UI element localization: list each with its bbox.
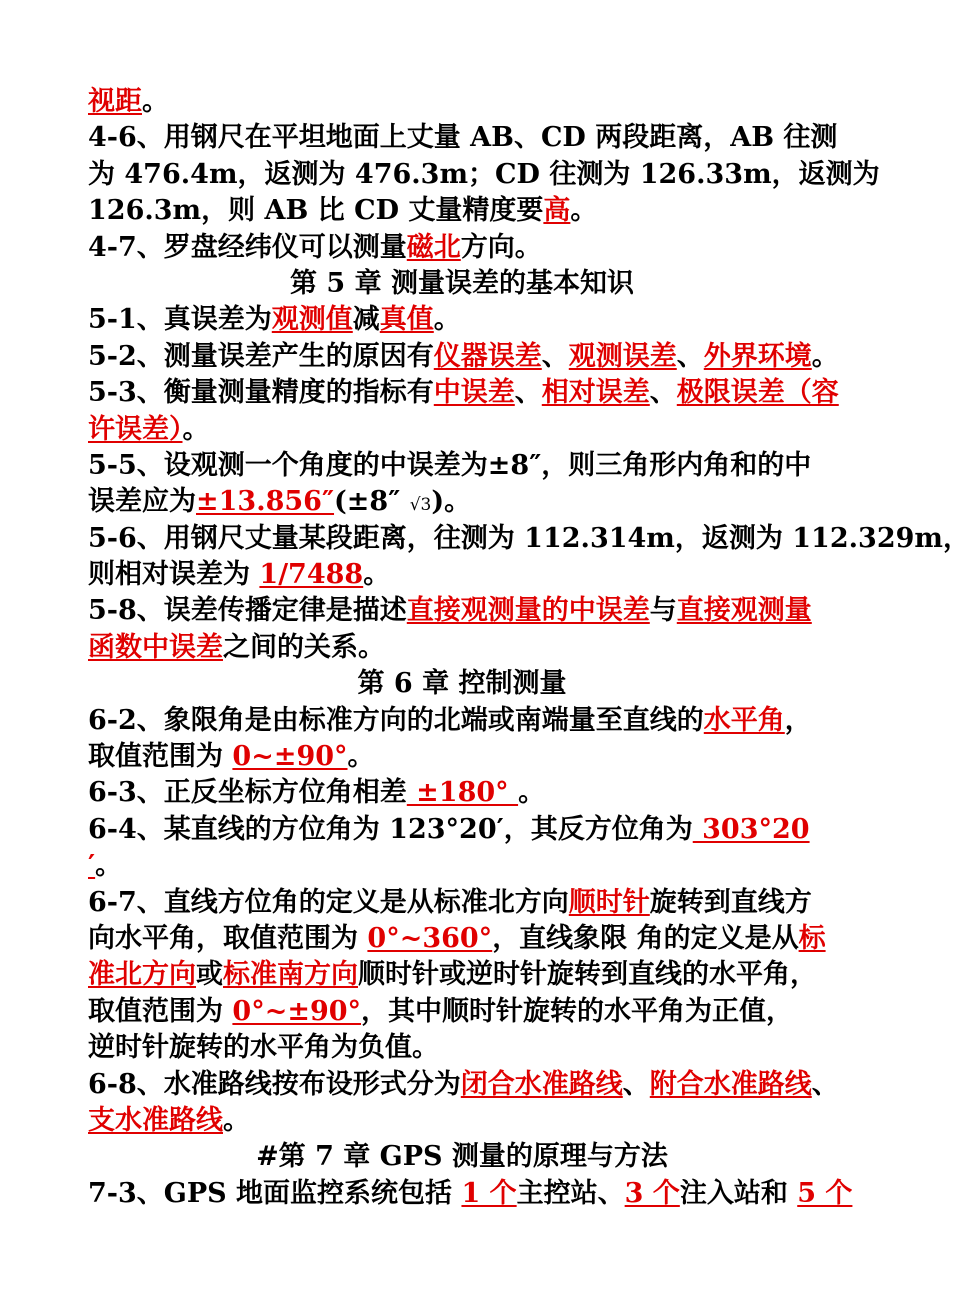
text-segment: 。 (142, 86, 169, 117)
text-line (88, 302, 836, 338)
text-segment: 5-8、误差传播定律是描述 (88, 595, 407, 627)
sqrt-symbol: √3 (409, 495, 432, 516)
answer-fill: 附合水准路线 (649, 1068, 812, 1100)
text-segment: 5-6、用钢尺丈量某段距离，往测为 112.314m，返测为 112.329m， (88, 522, 970, 554)
text-line (88, 957, 836, 993)
answer-fill: 仪器误差 (433, 340, 542, 372)
text-segment: 第 6 章 控制测量 (357, 668, 567, 700)
text-segment: 或 (196, 959, 223, 991)
answer-fill: 直接观测量的中误差 (406, 595, 650, 627)
text-segment: 为 476.4m，返测为 476.3m；CD 往测为 126.33m，返测为 (88, 158, 880, 190)
text-line (88, 412, 836, 448)
answer-fill: 观测值 (271, 304, 353, 336)
answer-fill: 0~±90° (232, 741, 348, 773)
text-segment: 向水平角，取值范围为 (88, 922, 368, 954)
text-segment: 、 (541, 340, 569, 372)
text-line (88, 448, 836, 484)
text-segment: 则相对误差为 (88, 559, 260, 591)
text-segment: 6-2、象限角是由标准方向的北端或南端量至直线的 (88, 704, 704, 736)
answer-fill: 相对误差 (541, 377, 650, 409)
text-line (88, 848, 836, 884)
text-line (88, 521, 970, 557)
text-line (88, 339, 839, 375)
answer-fill: 极限误差（容 (676, 377, 839, 409)
text-segment: 5-3、衡量测量精度的指标有 (88, 377, 434, 409)
text-line (88, 193, 836, 229)
text-line (88, 775, 836, 811)
text-line (88, 1176, 853, 1212)
text-line (88, 1103, 836, 1139)
text-segment: 取值范围为 (88, 995, 233, 1027)
text-segment: 6-4、某直线的方位角为 123°20′，其反方位角为 (88, 813, 693, 845)
text-segment: 、 (676, 340, 704, 372)
answer-fill: 函数中误差 (88, 631, 223, 663)
answer-fill: 标 (798, 922, 826, 954)
text-segment: 、 (622, 1068, 650, 1100)
text-segment: 7-3、GPS 地面监控系统包括 (88, 1177, 462, 1209)
text-segment: ，直线象限 角的定义是从 (492, 922, 799, 954)
answer-fill: 标准南方向 (223, 959, 358, 991)
text-segment: 。 (363, 559, 391, 591)
answer-fill: 水平角 (703, 704, 785, 736)
text-line (88, 1067, 839, 1103)
answer-fill: 5 个 (797, 1177, 853, 1209)
text-line (88, 120, 836, 156)
text-line (88, 557, 836, 593)
text-segment: 。 (95, 850, 123, 882)
text-segment: 第 5 章 测量误差的基本知识 (290, 267, 634, 299)
answer-fill: 准北方向 (88, 959, 196, 991)
text-segment: 。 (433, 304, 461, 336)
text-line (88, 994, 836, 1030)
text-segment: 。 (518, 777, 546, 809)
text-segment: 顺时针或逆时针旋转到直线的水平角， (358, 959, 817, 991)
text-segment: )。 (431, 486, 472, 518)
text-segment: 与 (649, 595, 677, 627)
text-segment: 6-8、水准路线按布设形式分为 (88, 1068, 461, 1100)
text-segment: 。 (570, 195, 598, 227)
text-segment: 6-3、正反坐标方位角相差 (88, 777, 407, 809)
text-segment: 4-6、用钢尺在平坦地面上丈量 AB、CD 两段距离，AB 往测 (88, 122, 838, 154)
text-line (88, 484, 836, 520)
text-line (88, 157, 880, 193)
answer-fill: ±180° (406, 777, 519, 809)
text-line (88, 593, 836, 629)
answer-fill: 外界环境 (703, 340, 812, 372)
answer-fill: ±13.856″ (196, 486, 335, 518)
answer-fill: 顺时针 (568, 886, 650, 918)
chapter-heading (88, 666, 836, 702)
answer-fill: 支水准路线 (88, 1104, 223, 1136)
answer-fill: 视距 (88, 86, 142, 117)
text-line (88, 230, 836, 266)
text-segment: 。 (182, 413, 210, 445)
answer-fill: 0°~±90° (232, 995, 362, 1027)
text-segment: 减 (352, 304, 380, 336)
text-line (88, 1030, 836, 1066)
text-segment: 5-5、设观测一个角度的中误差为±8″，则三角形内角和的中 (88, 449, 812, 481)
chapter-heading (88, 1139, 836, 1175)
text-line (88, 739, 836, 775)
answer-fill: 0°~360° (367, 922, 493, 954)
text-segment: 。 (811, 340, 839, 372)
text-segment: ， (784, 704, 812, 736)
text-line (88, 703, 836, 739)
answer-fill: 磁北 (406, 231, 461, 263)
text-line (88, 630, 836, 666)
text-segment: 之间的关系。 (223, 631, 385, 663)
text-line (88, 375, 839, 411)
answer-fill: 中误差 (433, 377, 515, 409)
answer-fill: 观测误差 (568, 340, 677, 372)
text-segment: ，其中顺时针旋转的水平角为正值， (361, 995, 794, 1027)
document-page (88, 84, 970, 1212)
text-segment: 。 (347, 741, 375, 773)
text-segment: 取值范围为 (88, 741, 233, 773)
chapter-heading (88, 266, 836, 302)
text-segment: #第 7 章 GPS 测量的原理与方法 (256, 1141, 668, 1173)
answer-fill: 1 个 (461, 1177, 517, 1209)
text-segment: 4-7、罗盘经纬仪可以测量 (88, 231, 407, 263)
answer-fill: 直接观测量 (676, 595, 812, 627)
text-segment: 。 (223, 1104, 250, 1136)
answer-fill: 真值 (379, 304, 434, 336)
text-segment: 方向。 (460, 231, 542, 263)
answer-fill: ′ (88, 850, 96, 882)
text-line (88, 921, 836, 957)
text-segment: 6-7、直线方位角的定义是从标准北方向 (88, 886, 569, 918)
text-segment: 注入站和 (679, 1177, 798, 1209)
text-segment: 5-1、真误差为 (88, 304, 272, 336)
answer-fill: 1/7488 (259, 559, 364, 591)
text-segment: 5-2、测量误差产生的原因有 (88, 340, 434, 372)
text-line (88, 885, 836, 921)
text-segment: 主控站、 (516, 1177, 625, 1209)
text-segment: 、 (514, 377, 542, 409)
text-segment: 、 (649, 377, 677, 409)
answer-fill: 3 个 (624, 1177, 680, 1209)
answer-fill: 303°20 (692, 813, 810, 845)
text-segment: 逆时针旋转的水平角为负值。 (88, 1032, 439, 1064)
text-segment: 误差应为 (88, 486, 196, 518)
text-line (88, 84, 836, 120)
text-line (88, 812, 836, 848)
text-segment: (±8″ (334, 486, 410, 518)
answer-fill: 高 (543, 195, 571, 227)
text-segment: 、 (811, 1068, 839, 1100)
answer-fill: 许误差） (88, 413, 183, 445)
text-segment: 旋转到直线方 (649, 886, 812, 918)
answer-fill: 闭合水准路线 (460, 1068, 623, 1100)
text-segment: 126.3m，则 AB 比 CD 丈量精度要 (88, 195, 544, 227)
